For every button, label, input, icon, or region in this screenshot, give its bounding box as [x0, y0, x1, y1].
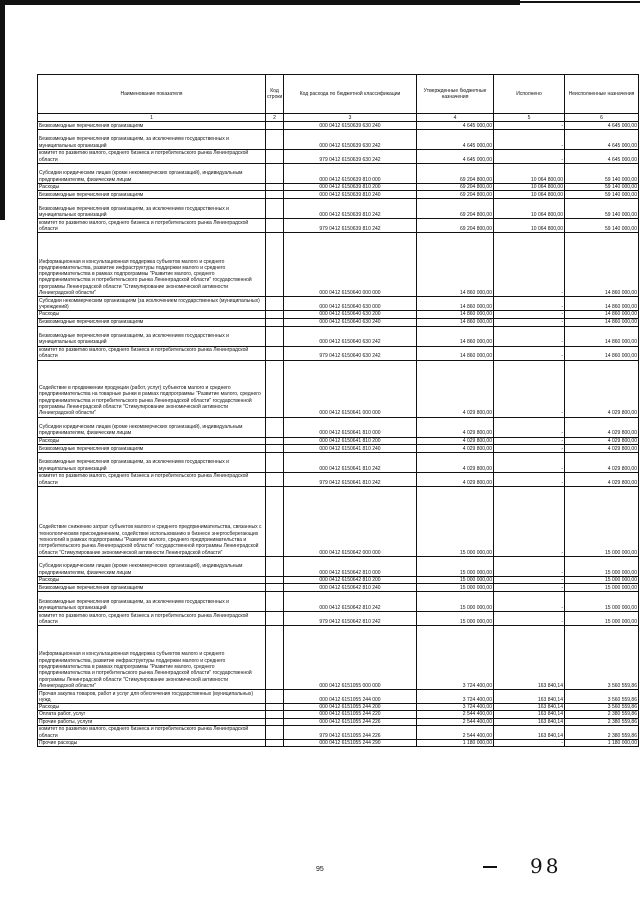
row-line-cell: [266, 626, 284, 690]
row-remaining-cell: 59 140 000,00: [565, 199, 639, 219]
row-executed-cell: 10 064 800,00: [494, 219, 565, 233]
table-row: [38, 164, 639, 184]
row-approved-cell: 15 000 000,00: [417, 584, 494, 592]
header-indicator-name: Наименование показателя: [38, 75, 266, 114]
row-line-cell: [266, 130, 284, 150]
row-name-cell: Субсидии юридическим лицам (кроме некоммерческих организаций), индивидуальным предпринимателям, физическим лицам: [38, 417, 266, 437]
row-remaining-cell: 15 000 000,00: [565, 584, 639, 592]
row-line-cell: [266, 704, 284, 711]
table-row: [38, 452, 639, 472]
row-name-cell: Субсидии юридическим лицам (кроме некоммерческих организаций), индивидуальным предпринимателям, физическим лицам: [38, 164, 266, 184]
row-remaining-cell: 3 560 559,86: [565, 704, 639, 711]
row-line-cell: [266, 417, 284, 437]
row-code-cell: 979 0412 6150641 810 242: [284, 472, 417, 486]
row-remaining-cell: 4 029 800,00: [565, 360, 639, 417]
row-code-cell: 000 0412 6150642 810 200: [284, 576, 417, 583]
row-approved-cell: 2 544 400,00: [417, 711, 494, 718]
row-line-cell: [266, 576, 284, 583]
row-name-cell: Прочая закупка товаров, работ и услуг для обеспечения государственных (муниципальных) нужд: [38, 690, 266, 704]
header-remaining: Неисполненные назначения: [565, 75, 639, 114]
row-code-cell: 000 0412 6151055 244 290: [284, 740, 417, 747]
row-approved-cell: 14 860 000,00: [417, 318, 494, 326]
row-line-cell: [266, 592, 284, 612]
row-name-cell: комитет по развитию малого, среднего бизнеса и потребительского рынка Ленинградской области: [38, 472, 266, 486]
row-name-cell: Информационная и консультационная поддержка субъектов малого и среднего предпринимательства, развитие инфраструктуры поддержки малого и среднего предпринимательства в рамках подпрограммы "Развитие малого, среднего предпринимательства и потребительского рынка Ленинградской области" государственной программы Ленинградской области "Стимулирование экономической активности Ленинградской области": [38, 233, 266, 297]
table-row: [38, 130, 639, 150]
table-row: [38, 360, 639, 417]
row-approved-cell: 4 029 800,00: [417, 360, 494, 417]
row-executed-cell: -: [494, 233, 565, 297]
row-line-cell: [266, 346, 284, 360]
row-remaining-cell: 14 860 000,00: [565, 311, 639, 318]
col-number: 4: [417, 114, 494, 122]
row-executed-cell: 163 840,14: [494, 626, 565, 690]
row-remaining-cell: 59 140 000,00: [565, 191, 639, 199]
row-executed-cell: -: [494, 584, 565, 592]
row-line-cell: [266, 311, 284, 318]
row-name-cell: комитет по развитию малого, среднего бизнеса и потребительского рынка Ленинградской области: [38, 346, 266, 360]
handwritten-page-stamp: 98: [530, 854, 562, 878]
table-row: [38, 219, 639, 233]
row-executed-cell: -: [494, 130, 565, 150]
row-remaining-cell: 4 029 800,00: [565, 452, 639, 472]
row-approved-cell: 69 204 800,00: [417, 219, 494, 233]
row-approved-cell: 15 000 000,00: [417, 612, 494, 626]
row-remaining-cell: 59 140 000,00: [565, 219, 639, 233]
row-code-cell: 000 0412 6150642 810 242: [284, 592, 417, 612]
row-code-cell: 000 0412 6151055 244 226: [284, 718, 417, 725]
row-code-cell: 979 0412 6151055 244 226: [284, 726, 417, 740]
row-executed-cell: -: [494, 326, 565, 346]
table-row: [38, 690, 639, 704]
table-row: [38, 711, 639, 718]
row-line-cell: [266, 184, 284, 191]
row-approved-cell: 14 860 000,00: [417, 326, 494, 346]
table-row: [38, 726, 639, 740]
table-row: [38, 556, 639, 576]
row-executed-cell: 10 064 800,00: [494, 191, 565, 199]
table-row: [38, 718, 639, 725]
row-line-cell: [266, 199, 284, 219]
row-executed-cell: -: [494, 122, 565, 130]
row-remaining-cell: 2 380 559,86: [565, 718, 639, 725]
row-remaining-cell: 15 000 000,00: [565, 612, 639, 626]
row-line-cell: [266, 711, 284, 718]
row-name-cell: Прочие работы, услуги: [38, 718, 266, 725]
row-code-cell: 000 0412 6150642 000 000: [284, 486, 417, 556]
table-row: [38, 437, 639, 444]
table-header-row: [38, 75, 639, 114]
row-line-cell: [266, 326, 284, 346]
row-executed-cell: -: [494, 444, 565, 452]
row-line-cell: [266, 318, 284, 326]
row-executed-cell: -: [494, 556, 565, 576]
row-executed-cell: 10 064 800,00: [494, 199, 565, 219]
row-remaining-cell: 4 645 000,00: [565, 150, 639, 164]
row-remaining-cell: 1 180 000,00: [565, 740, 639, 747]
row-line-cell: [266, 486, 284, 556]
row-approved-cell: 2 544 400,00: [417, 726, 494, 740]
row-remaining-cell: 59 140 000,00: [565, 164, 639, 184]
row-name-cell: Безвозмездные перечисления организациям, за исключением государственных и муниципальных организаций: [38, 326, 266, 346]
row-name-cell: Содействие снижению затрат субъектов малого и среднего предпринимательства, связанных с технологическим присоединением, содействие использованию в бизнесе энергосберегающих технологий в рамках подпрограммы "Развитие малого, среднего предпринимательства и потребительского рынка Ленинградской области" государственной программы Ленинградской области "Стимулирование экономической активности Ленинградской области": [38, 486, 266, 556]
row-approved-cell: 1 180 000,00: [417, 740, 494, 747]
row-approved-cell: 69 204 800,00: [417, 199, 494, 219]
row-line-cell: [266, 726, 284, 740]
row-remaining-cell: 4 645 000,00: [565, 122, 639, 130]
table-row: [38, 326, 639, 346]
table-row: [38, 191, 639, 199]
row-name-cell: Расходы: [38, 576, 266, 583]
col-number: 1: [38, 114, 266, 122]
row-line-cell: [266, 233, 284, 297]
row-line-cell: [266, 437, 284, 444]
table-row: [38, 592, 639, 612]
row-remaining-cell: 14 860 000,00: [565, 346, 639, 360]
row-name-cell: Безвозмездные перечисления организациям, за исключением государственных и муниципальных организаций: [38, 130, 266, 150]
row-name-cell: Субсидии некоммерческим организациям (за исключением государственных (муниципальных) учреждений): [38, 297, 266, 311]
row-executed-cell: -: [494, 297, 565, 311]
row-approved-cell: 14 860 000,00: [417, 233, 494, 297]
row-name-cell: Прочие расходы: [38, 740, 266, 747]
row-executed-cell: -: [494, 346, 565, 360]
table-row: [38, 122, 639, 130]
row-name-cell: Расходы: [38, 311, 266, 318]
row-name-cell: Расходы: [38, 704, 266, 711]
row-name-cell: Содействие в продвижении продукции (работ, услуг) субъектов малого и среднего предпринимательства на товарные рынки в рамках подпрограммы "Развитие малого, среднего предпринимательства и потребительского рынка Ленинградской области" государственной программы Ленинградской области "Стимулирование экономической активности Ленинградской области": [38, 360, 266, 417]
row-approved-cell: 15 000 000,00: [417, 576, 494, 583]
row-approved-cell: 3 724 400,00: [417, 690, 494, 704]
footer-dash: [483, 866, 497, 868]
row-line-cell: [266, 612, 284, 626]
row-remaining-cell: 15 000 000,00: [565, 592, 639, 612]
row-code-cell: 000 0412 6150639 810 240: [284, 191, 417, 199]
row-approved-cell: 4 645 000,00: [417, 150, 494, 164]
row-approved-cell: 4 029 800,00: [417, 417, 494, 437]
row-line-cell: [266, 164, 284, 184]
row-name-cell: комитет по развитию малого, среднего бизнеса и потребительского рынка Ленинградской области: [38, 726, 266, 740]
table-row: [38, 150, 639, 164]
row-name-cell: Безвозмездные перечисления организациям, за исключением государственных и муниципальных организаций: [38, 592, 266, 612]
top-scan-edge: [0, 0, 640, 8]
row-approved-cell: 14 860 000,00: [417, 346, 494, 360]
row-executed-cell: 163 840,14: [494, 704, 565, 711]
row-name-cell: Безвозмездные перечисления организациям: [38, 122, 266, 130]
row-approved-cell: 2 544 400,00: [417, 718, 494, 725]
row-executed-cell: -: [494, 592, 565, 612]
budget-execution-table: [37, 74, 639, 747]
row-executed-cell: 10 064 800,00: [494, 184, 565, 191]
table-row: [38, 233, 639, 297]
row-name-cell: Расходы: [38, 184, 266, 191]
page-number: 95: [316, 866, 324, 873]
row-approved-cell: 14 860 000,00: [417, 297, 494, 311]
row-remaining-cell: 15 000 000,00: [565, 556, 639, 576]
row-name-cell: комитет по развитию малого, среднего бизнеса и потребительского рынка Ленинградской области: [38, 612, 266, 626]
row-code-cell: 000 0412 6150639 630 242: [284, 130, 417, 150]
col-number: 2: [266, 114, 284, 122]
table-row: [38, 346, 639, 360]
table-row: [38, 318, 639, 326]
row-code-cell: 000 0412 6150641 810 242: [284, 452, 417, 472]
row-code-cell: 000 0412 6151055 244 220: [284, 711, 417, 718]
col-number: 5: [494, 114, 565, 122]
top-edge-thick-line: [0, 0, 520, 5]
row-executed-cell: 163 840,14: [494, 690, 565, 704]
row-code-cell: 000 0412 6150642 810 240: [284, 584, 417, 592]
row-line-cell: [266, 297, 284, 311]
row-executed-cell: 163 840,14: [494, 718, 565, 725]
row-executed-cell: 163 840,14: [494, 726, 565, 740]
row-code-cell: 000 0412 6150640 000 000: [284, 233, 417, 297]
row-executed-cell: -: [494, 417, 565, 437]
table-row: [38, 704, 639, 711]
row-executed-cell: -: [494, 472, 565, 486]
row-approved-cell: 4 029 800,00: [417, 452, 494, 472]
row-approved-cell: 4 645 000,00: [417, 130, 494, 150]
row-remaining-cell: 4 029 800,00: [565, 437, 639, 444]
row-remaining-cell: 4 645 000,00: [565, 130, 639, 150]
row-line-cell: [266, 191, 284, 199]
row-executed-cell: -: [494, 311, 565, 318]
row-line-cell: [266, 219, 284, 233]
table-row: [38, 417, 639, 437]
row-name-cell: комитет по развитию малого, среднего бизнеса и потребительского рынка Ленинградской области: [38, 150, 266, 164]
row-code-cell: 000 0412 6150640 630 240: [284, 318, 417, 326]
row-code-cell: 000 0412 6151055 244 200: [284, 704, 417, 711]
row-code-cell: 000 0412 6151055 000 000: [284, 626, 417, 690]
row-name-cell: Безвозмездные перечисления организациям: [38, 191, 266, 199]
row-name-cell: Оплата работ, услуг: [38, 711, 266, 718]
row-approved-cell: 69 204 800,00: [417, 164, 494, 184]
row-line-cell: [266, 472, 284, 486]
row-name-cell: Расходы: [38, 437, 266, 444]
row-name-cell: Безвозмездные перечисления организациям: [38, 584, 266, 592]
row-remaining-cell: 14 860 000,00: [565, 318, 639, 326]
row-name-cell: Безвозмездные перечисления организациям, за исключением государственных и муниципальных организаций: [38, 452, 266, 472]
row-remaining-cell: 14 860 000,00: [565, 297, 639, 311]
row-approved-cell: 15 000 000,00: [417, 556, 494, 576]
table-row: [38, 740, 639, 747]
table-row: [38, 444, 639, 452]
table-row: [38, 184, 639, 191]
col-number: 6: [565, 114, 639, 122]
row-line-cell: [266, 690, 284, 704]
row-code-cell: 000 0412 6150641 810 000: [284, 417, 417, 437]
row-executed-cell: -: [494, 318, 565, 326]
row-code-cell: 979 0412 6150639 810 242: [284, 219, 417, 233]
row-approved-cell: 14 860 000,00: [417, 311, 494, 318]
row-approved-cell: 15 000 000,00: [417, 592, 494, 612]
row-code-cell: 000 0412 6150641 810 200: [284, 437, 417, 444]
row-name-cell: Безвозмездные перечисления организациям, за исключением государственных и муниципальных организаций: [38, 199, 266, 219]
row-code-cell: 000 0412 6150639 810 242: [284, 199, 417, 219]
row-approved-cell: 15 000 000,00: [417, 486, 494, 556]
row-executed-cell: 163 840,14: [494, 711, 565, 718]
table-row: [38, 311, 639, 318]
row-code-cell: 000 0412 6150639 630 240: [284, 122, 417, 130]
row-line-cell: [266, 452, 284, 472]
row-line-cell: [266, 718, 284, 725]
row-remaining-cell: 4 029 800,00: [565, 472, 639, 486]
row-code-cell: 000 0412 6151055 244 000: [284, 690, 417, 704]
row-line-cell: [266, 740, 284, 747]
row-code-cell: 000 0412 6150639 810 200: [284, 184, 417, 191]
table-row: [38, 472, 639, 486]
row-approved-cell: 69 204 800,00: [417, 191, 494, 199]
table-row: [38, 612, 639, 626]
row-code-cell: 979 0412 6150639 630 242: [284, 150, 417, 164]
row-name-cell: Безвозмездные перечисления организациям: [38, 318, 266, 326]
row-code-cell: 000 0412 6150640 630 242: [284, 326, 417, 346]
row-code-cell: 000 0412 6150642 810 000: [284, 556, 417, 576]
header-approved: Утвержденные бюджетные назначения: [417, 75, 494, 114]
row-remaining-cell: 2 380 559,86: [565, 726, 639, 740]
row-approved-cell: 3 724 400,00: [417, 704, 494, 711]
table-row: [38, 486, 639, 556]
header-line-code: Код строки: [266, 75, 284, 114]
row-remaining-cell: 2 380 559,86: [565, 711, 639, 718]
row-name-cell: Безвозмездные перечисления организациям: [38, 444, 266, 452]
row-name-cell: Информационная и консультационная поддержка субъектов малого и среднего предпринимательства, развитие инфраструктуры поддержки малого и среднего предпринимательства в рамках подпрограммы "Развитие малого, среднего предпринимательства и потребительского рынка Ленинградской области" государственной программы Ленинградской области "Стимулирование экономической активности Ленинградской области": [38, 626, 266, 690]
row-approved-cell: 4 029 800,00: [417, 444, 494, 452]
row-approved-cell: 4 645 000,00: [417, 122, 494, 130]
row-executed-cell: -: [494, 740, 565, 747]
row-executed-cell: -: [494, 150, 565, 164]
row-code-cell: 000 0412 6150641 000 000: [284, 360, 417, 417]
row-code-cell: 000 0412 6150640 630 000: [284, 297, 417, 311]
row-code-cell: 000 0412 6150639 810 000: [284, 164, 417, 184]
row-approved-cell: 4 029 800,00: [417, 437, 494, 444]
row-executed-cell: -: [494, 576, 565, 583]
row-executed-cell: -: [494, 612, 565, 626]
table-row: [38, 297, 639, 311]
row-executed-cell: 10 064 800,00: [494, 164, 565, 184]
row-code-cell: 000 0412 6150640 630 200: [284, 311, 417, 318]
row-name-cell: Субсидии юридическим лицам (кроме некоммерческих организаций), индивидуальным предпринимателям, физическим лицам: [38, 556, 266, 576]
row-approved-cell: 3 724 400,00: [417, 626, 494, 690]
row-executed-cell: -: [494, 437, 565, 444]
row-executed-cell: -: [494, 360, 565, 417]
row-code-cell: 000 0412 6150641 810 240: [284, 444, 417, 452]
row-remaining-cell: 59 140 000,00: [565, 184, 639, 191]
table-row: [38, 576, 639, 583]
row-remaining-cell: 14 860 000,00: [565, 326, 639, 346]
column-number-row: [38, 114, 639, 122]
row-remaining-cell: 15 000 000,00: [565, 486, 639, 556]
row-executed-cell: -: [494, 452, 565, 472]
row-line-cell: [266, 444, 284, 452]
top-edge-thin-line: [520, 1, 640, 3]
row-remaining-cell: 14 860 000,00: [565, 233, 639, 297]
row-remaining-cell: 15 000 000,00: [565, 576, 639, 583]
row-remaining-cell: 3 560 559,86: [565, 690, 639, 704]
row-line-cell: [266, 122, 284, 130]
row-remaining-cell: 3 560 559,86: [565, 626, 639, 690]
row-code-cell: 979 0412 6150640 630 242: [284, 346, 417, 360]
table-row: [38, 199, 639, 219]
row-line-cell: [266, 556, 284, 576]
row-name-cell: комитет по развитию малого, среднего бизнеса и потребительского рынка Ленинградской области: [38, 219, 266, 233]
row-line-cell: [266, 360, 284, 417]
row-remaining-cell: 4 029 800,00: [565, 444, 639, 452]
table-row: [38, 626, 639, 690]
row-approved-cell: 69 204 800,00: [417, 184, 494, 191]
row-executed-cell: -: [494, 486, 565, 556]
row-line-cell: [266, 584, 284, 592]
header-budget-code: Код расхода по бюджетной классификации: [284, 75, 417, 114]
row-approved-cell: 4 029 800,00: [417, 472, 494, 486]
col-number: 3: [284, 114, 417, 122]
row-code-cell: 979 0412 6150642 810 242: [284, 612, 417, 626]
header-executed: Исполнено: [494, 75, 565, 114]
left-scan-edge: [0, 0, 5, 220]
row-remaining-cell: 4 029 800,00: [565, 417, 639, 437]
table-row: [38, 584, 639, 592]
row-line-cell: [266, 150, 284, 164]
